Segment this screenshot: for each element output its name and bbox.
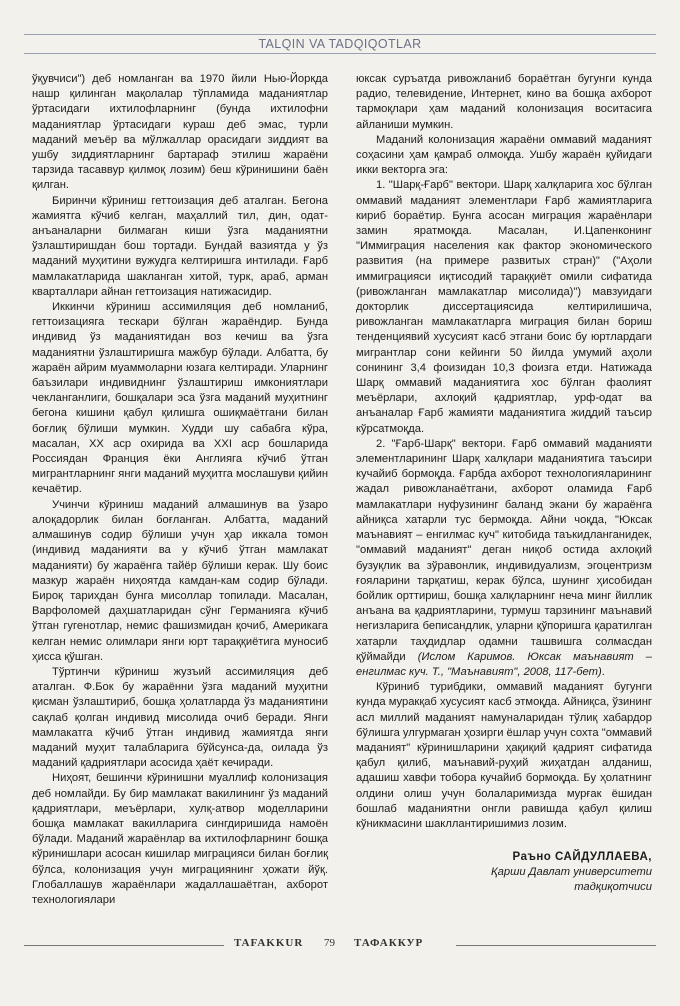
author-affiliation-2: тадқиқотчиси: [574, 881, 652, 894]
paragraph: Тўртинчи кўриниш жузъий ассимиляция деб аталган. Ф.Бок бу жараённи ўзга маданий муҳитни қисман ўзлаштириб, бошқа ҳолатларда ўз маданиятини сақлаб қолган индивид мисолида очиб беради. Янги мамлакатга кўчиб ўтган индивид жамиятда янги маданий муҳит талабларига бўйсунса-да, оилада ўз маданий қадриятлари асосида ҳаёт кечиради.: [32, 665, 328, 770]
citation-end: .: [601, 665, 605, 678]
paragraph: Иккинчи кўриниш ассимиляция деб номланиб, геттоизацияга тескари бўлган жараёндир. Бунда индивид ўз маданиятидан воз кечиш ва ўзга маданиятни ўзлаштиришга мажбур бўлади. Албатта, бу жараён айрим муаммоларни юзага келтиради. Уларнинг баъзилари индивиднинг ўзлаштириш имкониятлари чекланганлиги, бошқалари эса ўзга маданий муҳитнинг бегона кишини қабул қилишга ошиқмаётгани билан боғлиқ бўлиши мумкин. Худди шу сабабга кўра, масалан, XX аср охирида ва XXI аср бошларида Россиядан Франция ёки Англияга кўчиб ўтган мигрантларнинг янги маданий муҳитга мослашуви қийин кечаётир.: [32, 301, 328, 496]
section-title: TALQIN VA TADQIQOTLAR: [258, 37, 422, 51]
author-name: Раъно САЙДУЛЛАЕВА,: [512, 851, 652, 864]
paragraph-text: 2. "Ғарб-Шарқ" вектори. Ғарб оммавий маданияти элементларининг Шарқ халқлари маданиятига таъсири кучайиб бормоқда. Ғарбда ахборот технологияларининг жадал ривожланаётгани, ахборот оламида Ғарб мамлакатлари нуфузининг баланд экани бу жараёнга айниқса хатарли тус бермоқда. Айни чоқда, "Юксак маънавият – енгилмас куч" китобида таъкидланганидек, "оммавий маданият" деган ниқоб остида ахлоқий бузуқлик ва зўравонлик, индивидуализм, эгоцентризм ғояларини тарқатиш, керак бўлса, шунинг ҳисобидан бойлик орттириш, бошқа халқларнинг неча минг йиллик анъана ва қадриятларини, турмуш тарзининг маънавий негизларига беписандлик, уларни қўпоришга қаратилган хатарли таҳдидлар одамни ташвишга солмасдан қўймайди: [356, 437, 652, 663]
paragraph: ўқувчиси") деб номланган ва 1970 йили Нью-Йоркда нашр қилинган мақолалар тўпламида маданиятлар ўртасидаги ихтилофларнинг (бунда ихтилофни маданиятлар ўртасидаги кураш деб эмас, турли маданий меъёр ва мўлжаллар орасидаги зиддият ва ушбу зиддиятларнинг бартараф этилиш жараёни тарзида тасаввур қилмоқ лозим) беш кўринишини баён қилган.: [32, 73, 328, 192]
paragraph-vector-2: [356, 437, 652, 680]
left-column: [32, 72, 328, 908]
paragraph: Биринчи кўриниш геттоизация деб аталган. Бегона жамиятга кўчиб келган, маҳаллий тил, дин, одат-анъаналарни билмаган киши ўзга маданиятни ўзлаштиришдан бош тортади. Бундай вазиятда у ўз маданий муҳитини вужудга келтиришга интилади. Ғарб мамлакатларида шакланган хитой, турк, араб, арман кварталлари айнан геттоизация натижасидир.: [32, 194, 328, 298]
paragraph: Кўриниб турибдики, оммавий маданият бугунги кунда муракқаб хусусият касб этмоқда. Айниқса, ўзининг асл миллий маданият намуналаридан тўлиқ хабардор бўлишга улгурмаган ҳозирги ёшлар учун сохта "оммавий маданият" кўринишларини ҳақиқий қадрият сифатида қабул қилиб, маънавий-руҳий жиҳатдан алданиш, адашиш хавфи тобора кучайиб бормоқда. Бу ҳолатнинг олдини олиш учун болаларимизда мурғак ёшидан бошлаб маданиятни онгли равишда қабул қилиш кўникмасини шакллантиришимиз лозим.: [356, 681, 652, 830]
citation: (Ислом Каримов. Юксак маънавият – енгилмас куч. Т., "Маънавият", 2008, 117-бет): [356, 650, 653, 678]
author-affiliation-1: Қарши Давлат университети: [491, 866, 652, 879]
right-column: [356, 72, 652, 895]
footer-journal-cyrillic: ТАФАККУР: [354, 937, 424, 949]
paragraph: Учинчи кўриниш маданий алмашинув ва ўзаро алоқадорлик билан боғланган. Албатта, маданий алмашинув содир бўлиши учун ҳар иккала томон (индивид маданияти ва у кўчиб ўтган мамлакат маданияти) бу жараёнга тайёр бўлиши керак. Шу боис мазкур жараён ниҳоятда камдан-кам содир бўлади. Бироқ тарихдан бунга мисоллар топилади. Масалан, Варфоломей даҳшатларидан сўнг Германияга кўчиб ўтган гугенотлар, немис фашизмидан қочиб, Америкага келган немис олимлари янги юрт тараққиётига муносиб ҳисса қўшган.: [32, 498, 328, 663]
footer-rule-left: [24, 945, 224, 946]
footer-rule-right: [456, 945, 656, 946]
header-rule-bottom: [24, 53, 656, 54]
paragraph: Ниҳоят, бешинчи кўринишни муаллиф колонизация деб номлайди. Бу бир мамлакат вакилининг ўз маданий қадриятлари, меъёрлари, хулқ-атвор моделларини бошқа мамлакат вакилларига сингдиришида намоён бўлади. Маданий жараёнлар ва ихтилофларнинг бошқа кўринишлари асосан кишилар миграцияси билан боғлиқ бўлса, колонизация учун миграциянинг ҳожати йўқ. Глобаллашув жараёнлари жадаллашаётган, ахборот технологиялари: [32, 772, 328, 906]
header-rule-top: [24, 34, 656, 35]
running-footer: [24, 937, 656, 953]
paragraph: юксак суръатда ривожланиб бораётган бугунги кунда радио, телевидение, Интернет, кино ва бошқа ахборот тармоқлари ҳам маданий колонизация воситасига айланиши мумкин.: [356, 73, 652, 131]
author-signature: [356, 850, 652, 895]
paragraph-vector-1: 1. "Шарқ-Ғарб" вектори. Шарқ халқларига хос бўлган оммавий маданият элементлари Ғарб жамиятларига кириб бораётир. Бунга асосан миграция жараёнлари замин яратмоқда. Масалан, И.Цапенкoнинг "Иммиграция населения как фактор экономического развития (на примере развитых стран)" ("Аҳоли иммиграцияси иқтисодий тараққиёт омили сифатида (ривожланган мамлакатлар мисолида)") мавзуидаги докторлик диссертациясида келтирилишича, ривожланган мамлакатларга миграция билан бориш тенденциявий хусусият касб этгани боис бу юртлардаги мигрантлар сони кейинги 50 йилда умумий аҳоли сонининг 3,4 фоизидан 10,3 фоизга етди. Натижада Шарқ оммавий маданиятига хос бўлган фаолият меъёрлари, ахлоқий қадриятлар, урф-одат ва анъаналар Ғарб жамияти маданиятига жиддий таъсир кўрсатмоқда.: [356, 179, 652, 435]
running-header: [24, 34, 656, 58]
paragraph: Маданий колонизация жараёни оммавий маданият соҳасини ҳам қамраб олмоқда. Ушбу жараён қуйидаги икки векторга эга:: [356, 133, 652, 177]
page-number: 79: [324, 937, 335, 949]
footer-journal-latin: TAFAKKUR: [234, 937, 304, 949]
